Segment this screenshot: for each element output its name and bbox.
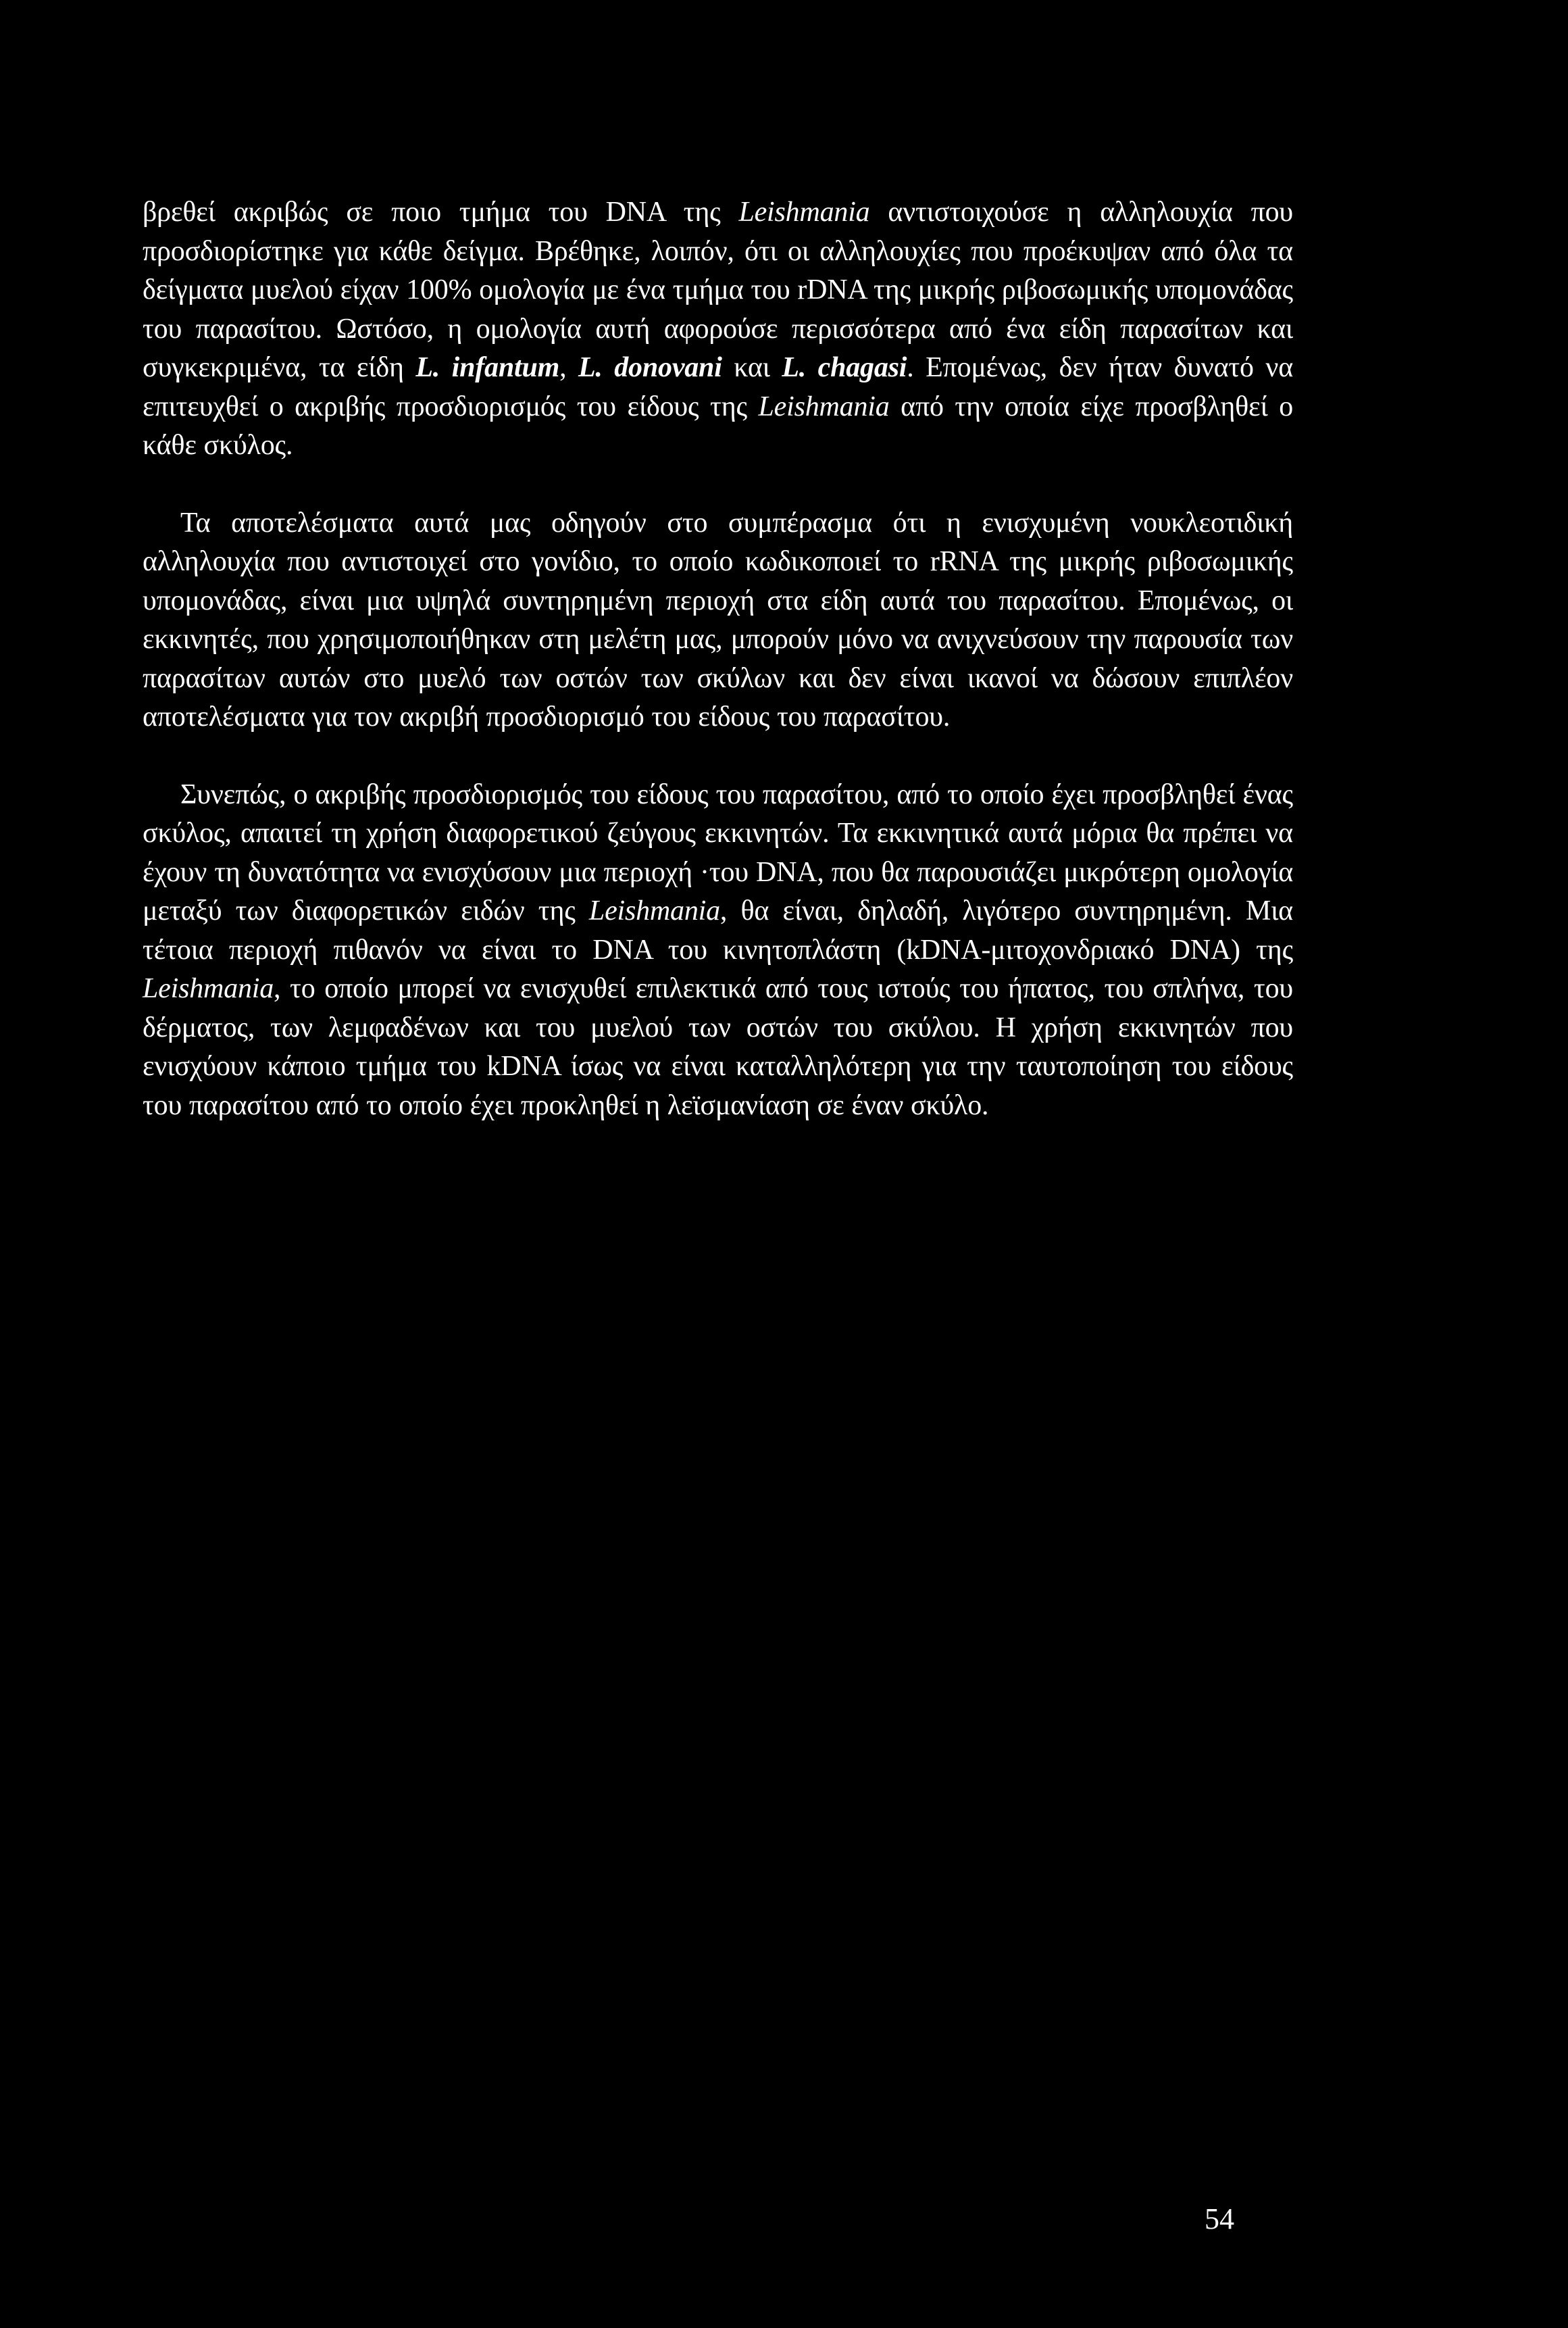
paragraph-1-segment: από την οποία είχε προσβληθεί ο κάθε σκύλος. [143,391,1293,461]
paragraph-1-segment: και [722,352,782,383]
paragraph-3-segment: , θα είναι, δηλαδή, λιγότερο συντηρημένη. Μια τέτοια περιοχή πιθανόν να είναι το DNA του κινητοπλάστη (kDNA-μιτοχονδριακό DNA) της [143,895,1293,966]
page-number: 54 [1205,2202,1234,2235]
paragraph-2 [143,504,1293,737]
paragraph-1-segment: βρεθεί ακριβώς σε ποιο τμήμα του DNA της [143,197,739,228]
paragraph-3-segment: Συνεπώς, ο ακριβής προσδιορισμός του είδους του παρασίτου, από το οποίο έχει προσβληθεί ένας σκύλος, απαιτεί τη χρήση διαφορετικού ζεύγους εκκινητών. Τα εκκινητικά αυτά μόρια θα πρέπει να έχουν τη δυνατότητα να ενισχύσουν μια περιοχή ·του DNA, που θα παρουσιάζει μικρότερη ομολογία μεταξύ των διαφορετικών ειδών της [143,778,1293,926]
paragraph-1 [143,193,1293,466]
paragraph-3 [143,776,1293,1126]
paragraph-1-segment: , [559,352,578,383]
paragraph-3-segment-italic: Leishmania [588,895,720,926]
paragraph-3-segment-italic: Leishmania [143,973,274,1004]
paragraph-1-segment: αντιστοιχούσε η αλληλουχία που προσδιορίστηκε για κάθε δείγμα. Βρέθηκε, λοιπόν, ότι οι αλληλουχίες που προέκυψαν από όλα τα δείγματα μυελού είχαν 100% ομολογία με ένα τμήμα του rDNA της μικρής ριβοσωμικής υπομονάδας του παρασίτου. Ωστόσο, η ομολογία αυτή αφορούσε περισσότερα από ένα είδη παρασίτων και συγκεκριμένα, τα είδη [143,197,1293,383]
paragraph-1-segment-italic: Leishmania [758,391,890,422]
paragraph-2-segment: Τα αποτελέσματα αυτά μας οδηγούν στο συμπέρασμα ότι η ενισχυμένη νουκλεοτιδική αλληλουχία που αντιστοιχεί στο γονίδιο, το οποίο κωδικοποιεί το rRNA της μικρής ριβοσωμικής υπομονάδας, είναι μια υψηλά συντηρημένη περιοχή στα είδη αυτά του παρασίτου. Επομένως, οι εκκινητές, που χρησιμοποιήθηκαν στη μελέτη μας, μπορούν μόνο να ανιχνεύσουν την παρουσία των παρασίτων αυτών στο μυελό των οστών των σκύλων και δεν είναι ικανοί να δώσουν επιπλέον αποτελέσματα για τον ακριβή προσδιορισμό του είδους του παρασίτου. [143,507,1293,733]
page-body [143,193,1293,1125]
paragraph-1-segment-italic: Leishmania [738,197,870,228]
paragraph-1-segment-bold-italic: L. infantum [415,352,560,383]
paragraph-1-segment-bold-italic: L. donovani [578,352,722,383]
paragraph-3-segment: , το οποίο μπορεί να ενισχυθεί επιλεκτικά από τους ιστούς του ήπατος, του σπλήνα, του δέρματος, των λεμφαδένων και του μυελού των οστών του σκύλου. Η χρήση εκκινητών που ενισχύουν κάποιο τμήμα του kDNA ίσως να είναι καταλληλότερη για την ταυτοποίηση του είδους του παρασίτου από το οποίο έχει προκληθεί η λεϊσμανίαση σε έναν σκύλο. [143,973,1293,1121]
paragraph-1-segment: . Επομένως, δεν ήταν δυνατό να επιτευχθεί ο ακριβής προσδιορισμός του είδους της [143,352,1294,422]
paragraph-1-segment-bold-italic: L. chagasi [782,352,907,383]
